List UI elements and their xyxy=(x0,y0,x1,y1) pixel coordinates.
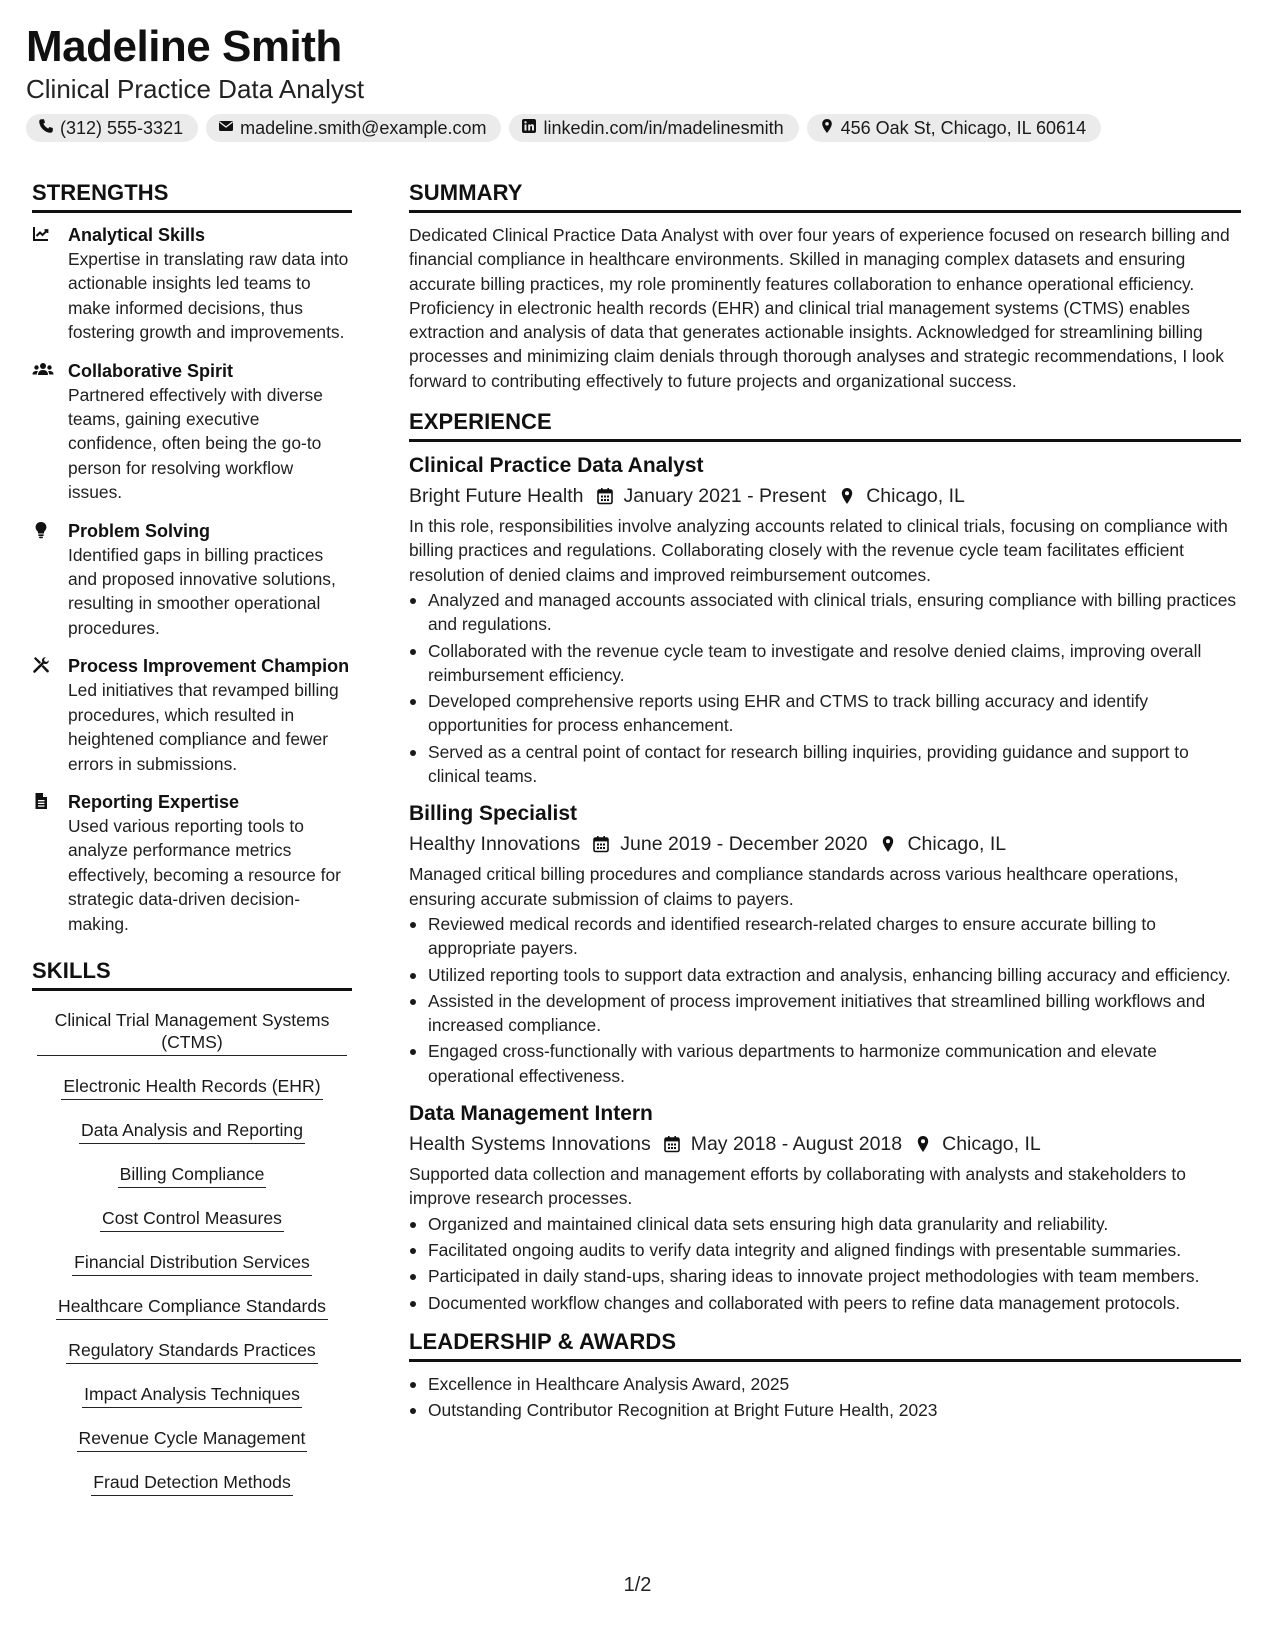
skills-section xyxy=(32,958,352,1511)
candidate-name: Madeline Smith xyxy=(26,22,342,71)
envelope-icon xyxy=(218,118,234,139)
job-bullets xyxy=(409,588,1241,788)
job-bullet: Organized and maintained clinical data sets ensuring high data granularity and reliability. xyxy=(409,1212,1241,1236)
strength-title: Collaborative Spirit xyxy=(68,360,234,381)
job-bullet: Utilized reporting tools to support data extraction and analysis, enhancing billing accuracy and efficiency. xyxy=(409,963,1241,987)
job-dates: June 2019 - December 2020 xyxy=(620,833,868,856)
map-marker-icon xyxy=(838,487,856,505)
job-title: Clinical Practice Data Analyst xyxy=(409,454,704,478)
award-item: Outstanding Contributor Recognition at Bright Future Health, 2023 xyxy=(409,1398,1241,1422)
awards-list xyxy=(409,1372,1241,1423)
job-bullet: Reviewed medical records and identified research-related charges to ensure accurate billing to appropriate payers. xyxy=(409,912,1241,961)
job-bullet: Developed comprehensive reports using EHR and CTMS to track billing accuracy and identify opportunities for process enhancement. xyxy=(409,689,1241,738)
skill-item: Impact Analysis Techniques xyxy=(82,1379,302,1408)
left-column xyxy=(32,180,352,1511)
linkedin-contact[interactable] xyxy=(509,114,798,142)
skill-item: Data Analysis and Reporting xyxy=(79,1115,305,1144)
map-marker-icon xyxy=(819,118,835,139)
job-bullets xyxy=(409,912,1241,1088)
calendar-icon xyxy=(596,487,614,505)
skill-item: Electronic Health Records (EHR) xyxy=(61,1071,322,1100)
skills-heading: SKILLS xyxy=(32,958,352,991)
calendar-icon xyxy=(592,835,610,853)
strength-title: Problem Solving xyxy=(68,520,211,541)
map-marker-icon xyxy=(879,835,897,853)
summary-text: Dedicated Clinical Practice Data Analyst with over four years of experience focused on research billing and financial compliance in healthcare environments. Skilled in managing complex datasets and ensuring accurate billing practices, my role prominently features collaboration to enhance operational efficiency. Proficiency in electronic health records (EHR) and clinical trial management systems (CTMS) enables extraction and analysis of data that generates actionable insights. Acknowledged for streamlining billing processes and minimizing claim denials through thorough analyses and strategic recommendations, I look forward to contributing effectively to future projects and organizational success. xyxy=(409,225,1230,391)
strength-item xyxy=(32,790,352,936)
job-dates: May 2018 - August 2018 xyxy=(690,1133,903,1156)
summary-heading: SUMMARY xyxy=(409,180,1241,213)
strength-item xyxy=(32,654,352,776)
chart-line-icon xyxy=(32,223,54,345)
strength-description: Led initiatives that revamped billing procedures, which resulted in heightened compliance and fewer errors in submissions. xyxy=(68,680,339,774)
job-bullet: Assisted in the development of process improvement initiatives that streamlined billing workflows and increased compliance. xyxy=(409,989,1241,1038)
job-bullet: Analyzed and managed accounts associated with clinical trials, ensuring compliance with billing practices and regulations. xyxy=(409,588,1241,637)
job-entry xyxy=(409,1100,1241,1315)
skill-item: Healthcare Compliance Standards xyxy=(56,1291,328,1320)
candidate-title: Clinical Practice Data Analyst xyxy=(26,74,365,104)
linkedin-text: linkedin.com/in/madelinesmith xyxy=(543,117,784,138)
skill-item: Revenue Cycle Management xyxy=(77,1423,308,1452)
awards-heading: LEADERSHIP & AWARDS xyxy=(409,1329,1241,1362)
skill-item: Financial Distribution Services xyxy=(72,1247,312,1276)
company-name: Bright Future Health xyxy=(409,485,584,508)
job-meta xyxy=(409,828,1241,860)
strength-description: Partnered effectively with diverse teams, gaining executive confidence, often being the go-to person for resolving workflow issues. xyxy=(68,384,323,503)
strength-item xyxy=(32,359,352,505)
summary-section xyxy=(409,180,1241,393)
job-description: Supported data collection and management efforts by collaborating with analysts and stakeholders to improve research processes. xyxy=(409,1164,1186,1209)
file-icon xyxy=(32,790,54,936)
awards-section xyxy=(409,1329,1241,1423)
strength-item xyxy=(32,519,352,641)
job-dates: January 2021 - Present xyxy=(623,485,827,508)
job-title: Billing Specialist xyxy=(409,802,578,826)
strengths-heading: STRENGTHS xyxy=(32,180,352,213)
job-bullet: Facilitated ongoing audits to verify data integrity and aligned findings with presentable summaries. xyxy=(409,1238,1241,1262)
job-title: Data Management Intern xyxy=(409,1102,653,1126)
strength-item xyxy=(32,223,352,345)
calendar-icon xyxy=(663,1135,681,1153)
award-item: Excellence in Healthcare Analysis Award, 2025 xyxy=(409,1372,1241,1396)
skill-item: Regulatory Standards Practices xyxy=(66,1335,317,1364)
skill-item: Cost Control Measures xyxy=(100,1203,284,1232)
map-marker-icon xyxy=(914,1135,932,1153)
strength-title: Process Improvement Champion xyxy=(68,656,350,677)
job-meta xyxy=(409,1128,1241,1160)
job-bullet: Served as a central point of contact for research billing inquiries, providing guidance and support to clinical teams. xyxy=(409,740,1241,789)
linkedin-icon xyxy=(521,118,537,139)
strength-title: Reporting Expertise xyxy=(68,791,240,812)
address-contact[interactable] xyxy=(807,114,1102,142)
job-location: Chicago, IL xyxy=(866,485,965,508)
company-name: Health Systems Innovations xyxy=(409,1133,651,1156)
job-location: Chicago, IL xyxy=(907,833,1007,856)
email-text: madeline.smith@example.com xyxy=(240,117,487,138)
job-entry xyxy=(409,452,1241,788)
job-location: Chicago, IL xyxy=(942,1133,1041,1156)
phone-text: (312) 555-3321 xyxy=(60,117,184,138)
company-name: Healthy Innovations xyxy=(409,833,581,856)
job-description: Managed critical billing procedures and compliance standards across various healthcare operations, ensuring accurate submission of claims to payers. xyxy=(409,864,1179,909)
right-column xyxy=(409,180,1241,1424)
job-bullet: Collaborated with the revenue cycle team to investigate and resolve denied claims, improving overall reimbursement efficiency. xyxy=(409,639,1241,688)
contact-bar xyxy=(26,114,1101,142)
skill-item: Clinical Trial Management Systems (CTMS) xyxy=(37,1005,347,1056)
job-bullet: Documented workflow changes and collaborated with peers to refine data management protocols. xyxy=(409,1291,1241,1315)
experience-heading: EXPERIENCE xyxy=(409,409,1241,442)
users-icon xyxy=(32,359,54,505)
phone-contact[interactable] xyxy=(26,114,198,142)
phone-icon xyxy=(38,118,54,139)
experience-section xyxy=(409,409,1241,1315)
skill-item: Fraud Detection Methods xyxy=(91,1467,293,1496)
strength-description: Expertise in translating raw data into actionable insights led teams to make informed decisions, thus fostering growth and improvements. xyxy=(68,249,349,343)
page-number: 1/2 xyxy=(623,1574,652,1596)
job-bullet: Participated in daily stand-ups, sharing ideas to innovate project methodologies with team members. xyxy=(409,1264,1241,1288)
tools-icon xyxy=(32,654,54,776)
job-bullet: Engaged cross-functionally with various departments to harmonize communication and elevate operational effectiveness. xyxy=(409,1039,1241,1088)
address-text: 456 Oak St, Chicago, IL 60614 xyxy=(840,117,1087,138)
strength-description: Identified gaps in billing practices and proposed innovative solutions, resulting in smoother operational procedures. xyxy=(68,544,336,638)
email-contact[interactable] xyxy=(206,114,501,142)
lightbulb-icon xyxy=(32,519,54,641)
job-bullets xyxy=(409,1212,1241,1315)
strength-description: Used various reporting tools to analyze performance metrics effectively, becoming a resource for strategic data-driven decision-making. xyxy=(68,815,341,934)
strength-title: Analytical Skills xyxy=(68,225,206,245)
job-meta xyxy=(409,480,1241,512)
skill-item: Billing Compliance xyxy=(118,1159,267,1188)
job-description: In this role, responsibilities involve analyzing accounts related to clinical trials, focusing on compliance with billing practices and regulations. Collaborating closely with the revenue cycle team facilitates efficient resolution of denied claims and improved reimbursement outcomes. xyxy=(409,516,1228,585)
skill-list xyxy=(32,1005,352,1511)
job-entry xyxy=(409,800,1241,1088)
